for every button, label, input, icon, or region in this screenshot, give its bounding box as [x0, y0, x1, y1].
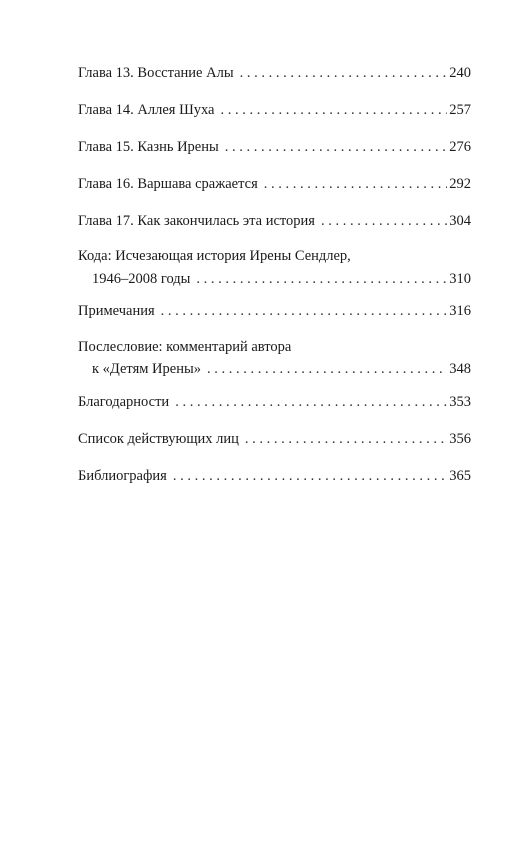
toc-entry-title: Примечания: [78, 303, 155, 319]
toc-entry-title: Глава 15. Казнь Ирены: [78, 139, 219, 155]
toc-entry-title-line1: Послесловие: комментарий автора: [78, 339, 292, 355]
toc-entry-page: 348: [449, 361, 471, 377]
dot-leader: [321, 212, 447, 230]
toc-entry-title-line2: 1946–2008 годы: [92, 271, 191, 287]
toc-entry-acknowledgments: [78, 393, 471, 411]
toc-entry-chapter-15: [78, 138, 471, 156]
toc-entry-page: 240: [449, 65, 471, 81]
toc-entry-title: Библиография: [78, 468, 167, 484]
toc-entry-title: Глава 17. Как закончилась эта история: [78, 213, 315, 229]
toc-entry-chapter-16: [78, 175, 471, 193]
toc-entry-chapter-17: [78, 212, 471, 230]
toc-entry-title: Глава 13. Восстание Алы: [78, 65, 234, 81]
toc-entry-coda: [78, 247, 471, 288]
toc-entry-page: 310: [449, 271, 471, 287]
toc-entry-page: 276: [449, 139, 471, 155]
dot-leader: [207, 360, 447, 378]
toc-entry-title: Благодарности: [78, 394, 170, 410]
toc-entry-title: Глава 16. Варшава сражается: [78, 176, 258, 192]
toc-entry-title-line1: Кода: Исчезающая история Ирены Сендлер,: [78, 248, 351, 264]
dot-leader: [240, 64, 447, 82]
toc-entry-bibliography: [78, 467, 471, 485]
dot-leader: [225, 138, 447, 156]
dot-leader: [173, 467, 447, 485]
dot-leader: [161, 302, 447, 320]
toc-entry-chapter-14: [78, 101, 471, 119]
toc-entry-title: Список действующих лиц: [78, 431, 239, 447]
toc-entry-title-line2: к «Детям Ирены»: [92, 361, 201, 377]
toc-entry-page: 257: [449, 102, 471, 118]
dot-leader: [264, 175, 447, 193]
dot-leader: [196, 270, 447, 288]
toc-entry-page: 365: [449, 468, 471, 484]
toc-entry-page: 353: [449, 394, 471, 410]
toc-entry-title: Глава 14. Аллея Шуха: [78, 102, 215, 118]
toc-entry-page: 356: [449, 431, 471, 447]
toc-entry-page: 292: [449, 176, 471, 192]
toc-entry-notes: [78, 302, 471, 320]
toc-entry-afterword: [78, 338, 471, 378]
dot-leader: [245, 430, 447, 448]
dot-leader: [175, 393, 447, 411]
toc-entry-characters: [78, 430, 471, 448]
toc-entry-page: 316: [449, 303, 471, 319]
dot-leader: [220, 101, 447, 119]
toc-entry-page: 304: [449, 213, 471, 229]
toc-entry-chapter-13: [78, 64, 471, 82]
